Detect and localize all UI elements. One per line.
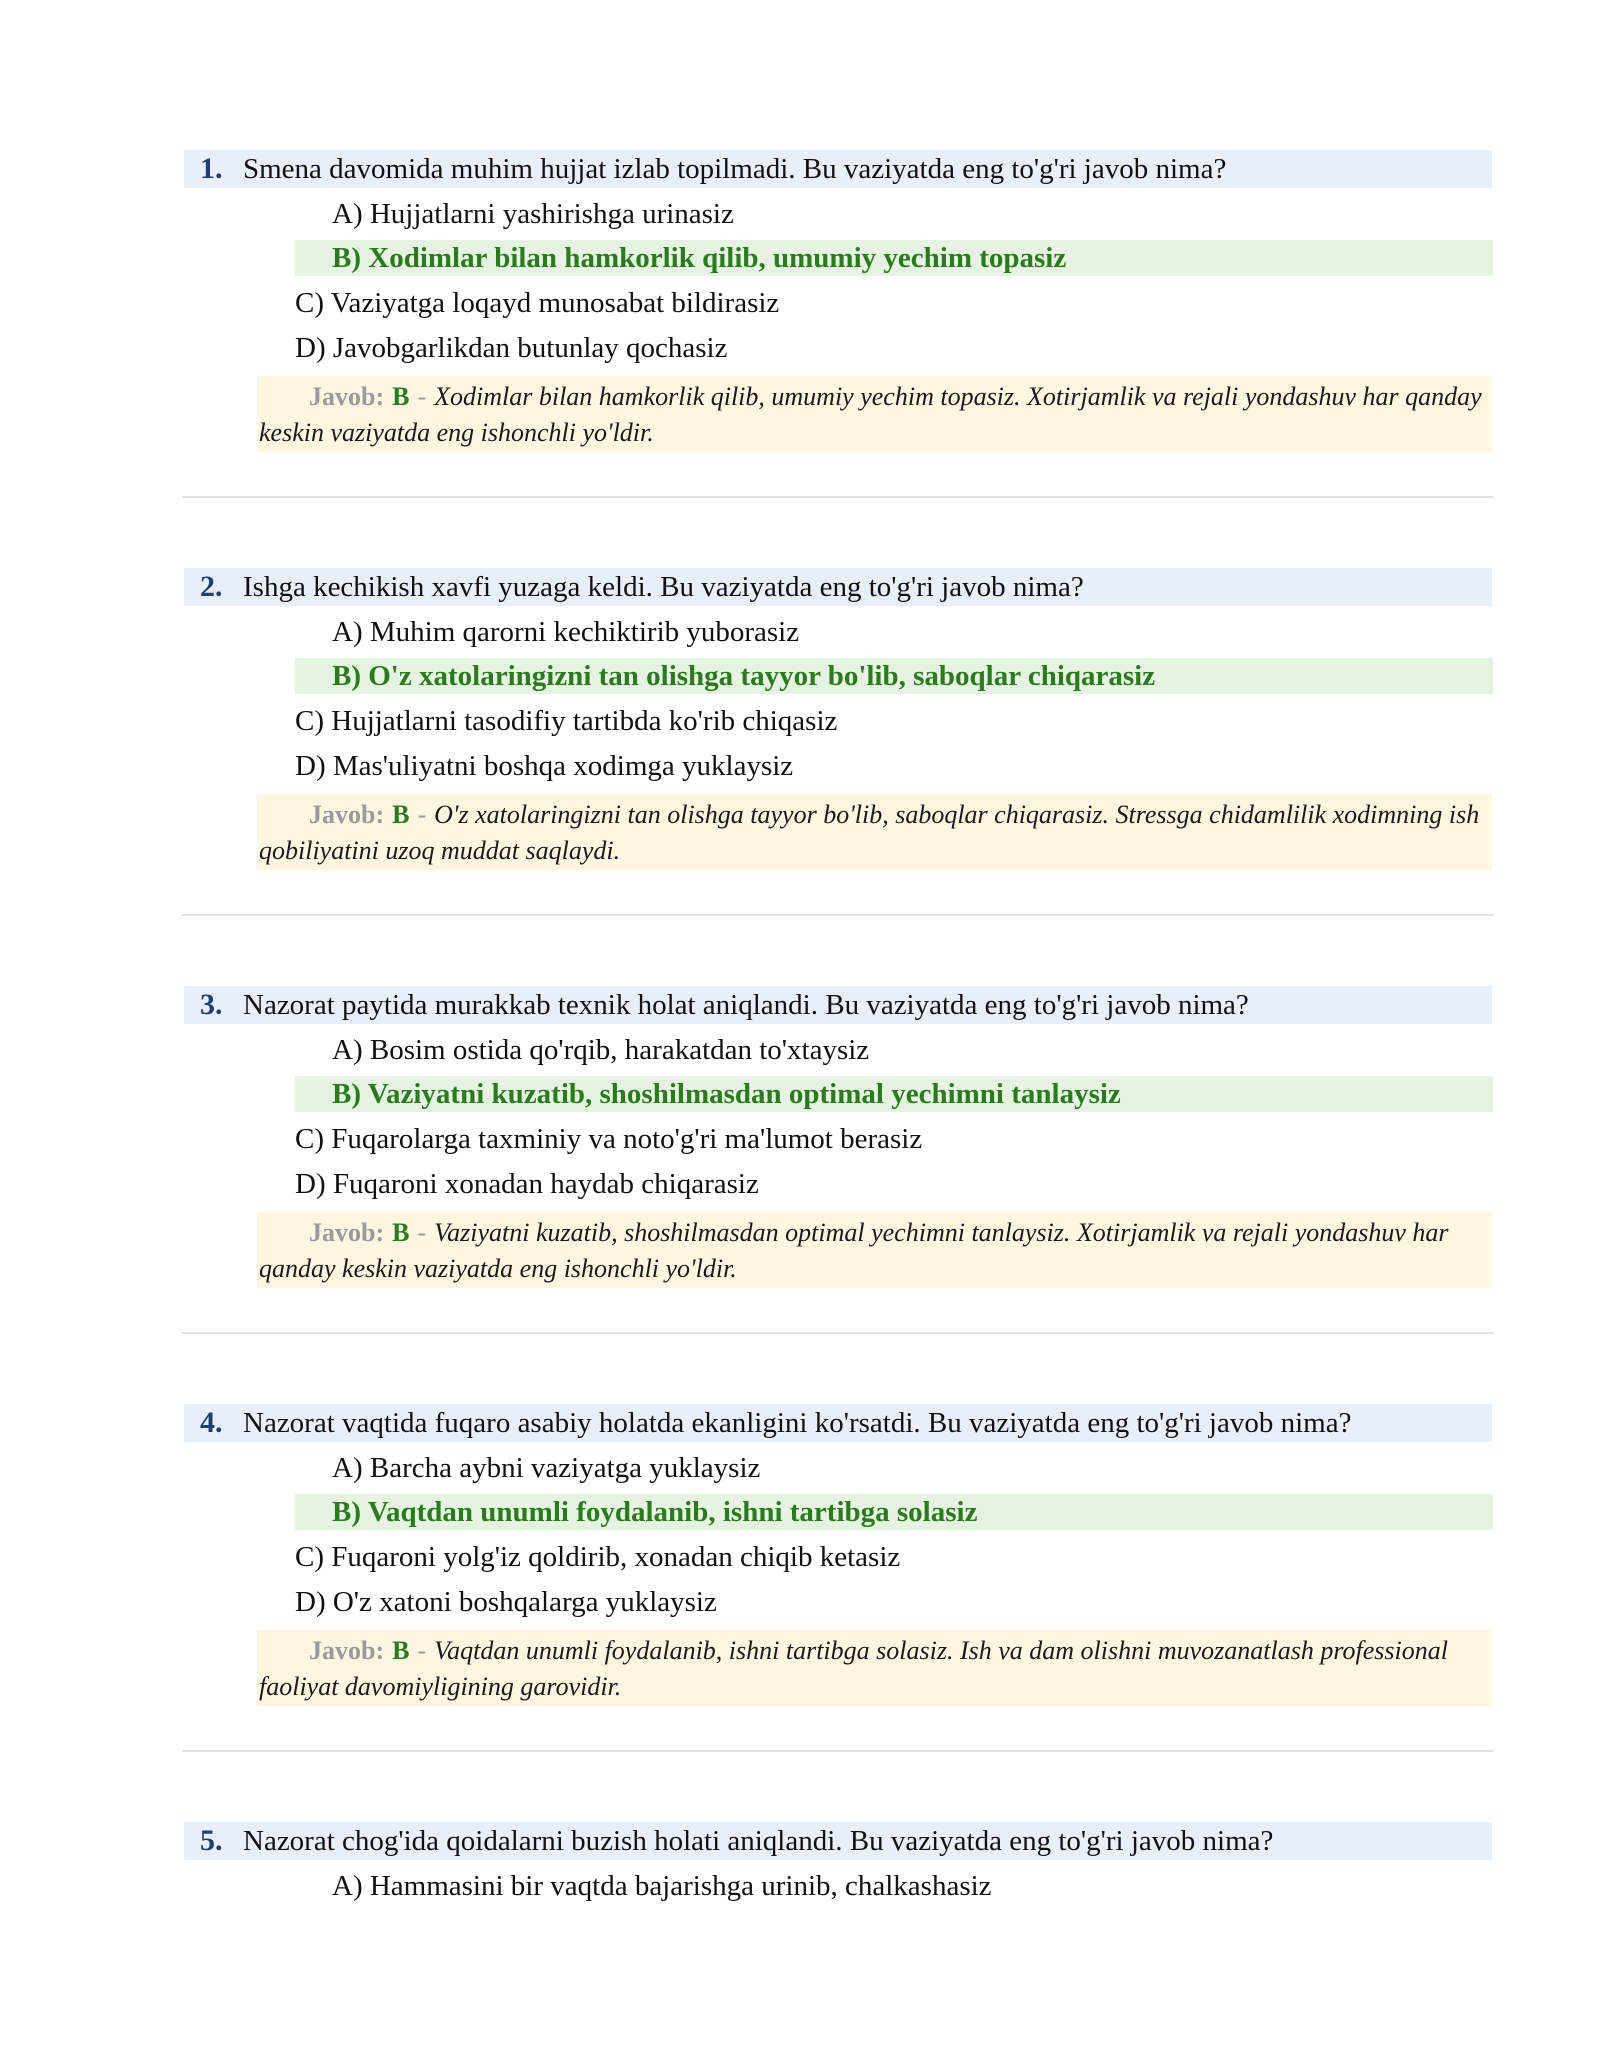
- answer-letter: B: [392, 800, 410, 829]
- answer-explanation: Vaziyatni kuzatib, shoshilmasdan optimal yechimni tanlaysiz. Xotirjamlik va rejali yondashuv har qanday keskin vaziyatda eng ishonchli yo'ldir.: [259, 1218, 1449, 1283]
- answer-box: [257, 376, 1492, 452]
- option-a: A) Muhim qarorni kechiktirib yuborasiz: [332, 616, 800, 648]
- answer-explanation-line: [259, 379, 1487, 451]
- option-c: C) Fuqarolarga taxminiy va noto'g'ri ma'lumot berasiz: [295, 1123, 923, 1155]
- option-d: D) Fuqaroni xonadan haydab chiqarasiz: [295, 1168, 759, 1200]
- answer-label: Javob:: [309, 382, 385, 411]
- answer-separator: -: [417, 800, 427, 829]
- answer-letter: B: [392, 1636, 410, 1665]
- answer-explanation-line: [259, 797, 1487, 869]
- answer-explanation: O'z xatolaringizni tan olishga tayyor bo'lib, saboqlar chiqarasiz. Stressga chidamlilik xodimning ish qobiliyatini uzoq muddat saqlaydi.: [259, 800, 1480, 865]
- answer-separator: -: [417, 1636, 427, 1665]
- question-block-3: [0, 986, 1600, 1386]
- question-text: Nazorat vaqtida fuqaro asabiy holatda ekanligini ko'rsatdi. Bu vaziyatda eng to'g'ri javob nima?: [243, 1407, 1352, 1439]
- question-block-4: [0, 1404, 1600, 1804]
- answer-explanation: Xodimlar bilan hamkorlik qilib, umumiy yechim topasiz. Xotirjamlik va rejali yondashuv har qanday keskin vaziyatda eng ishonchli yo'ldir.: [259, 382, 1482, 447]
- option-d: D) Mas'uliyatni boshqa xodimga yuklaysiz: [295, 750, 794, 782]
- option-a: A) Barcha aybni vaziyatga yuklaysiz: [332, 1452, 761, 1484]
- option-b: B) Vaqtdan unumli foydalanib, ishni tartibga solasiz: [332, 1496, 978, 1528]
- divider: [182, 496, 1494, 498]
- option-b: B) O'z xatolaringizni tan olishga tayyor bo'lib, saboqlar chiqarasiz: [332, 660, 1156, 692]
- option-b-highlight: [295, 1494, 1493, 1530]
- answer-explanation-line: [259, 1633, 1487, 1705]
- answer-label: Javob:: [309, 1636, 385, 1665]
- question-text: Smena davomida muhim hujjat izlab topilmadi. Bu vaziyatda eng to'g'ri javob nima?: [243, 153, 1227, 185]
- question-text: Ishga kechikish xavfi yuzaga keldi. Bu vaziyatda eng to'g'ri javob nima?: [243, 571, 1084, 603]
- question-header: [184, 986, 1492, 1024]
- option-c: C) Fuqaroni yolg'iz qoldirib, xonadan chiqib ketasiz: [295, 1541, 901, 1573]
- answer-box: [257, 1630, 1492, 1706]
- option-d: D) O'z xatoni boshqalarga yuklaysiz: [295, 1586, 717, 1618]
- question-header: [184, 1404, 1492, 1442]
- question-text: Nazorat chog'ida qoidalarni buzish holati aniqlandi. Bu vaziyatda eng to'g'ri javob nima?: [243, 1825, 1274, 1857]
- option-b-highlight: [295, 240, 1493, 276]
- answer-label: Javob:: [309, 1218, 385, 1247]
- divider: [182, 1332, 1494, 1334]
- question-header: [184, 1822, 1492, 1860]
- option-b-highlight: [295, 658, 1493, 694]
- question-number: 1.: [200, 152, 223, 185]
- option-c: C) Vaziyatga loqayd munosabat bildirasiz: [295, 287, 780, 319]
- question-number: 4.: [200, 1406, 223, 1439]
- divider: [182, 1750, 1494, 1752]
- question-header: [184, 568, 1492, 606]
- answer-letter: B: [392, 382, 410, 411]
- question-header: [184, 150, 1492, 188]
- option-a: A) Hujjatlarni yashirishga urinasiz: [332, 198, 734, 230]
- question-number: 2.: [200, 570, 223, 603]
- question-number: 3.: [200, 988, 223, 1021]
- option-a: A) Bosim ostida qo'rqib, harakatdan to'xtaysiz: [332, 1034, 870, 1066]
- answer-separator: -: [417, 382, 427, 411]
- question-block-1: [0, 150, 1600, 550]
- question-text: Nazorat paytida murakkab texnik holat aniqlandi. Bu vaziyatda eng to'g'ri javob nima?: [243, 989, 1249, 1021]
- option-d: D) Javobgarlikdan butunlay qochasiz: [295, 332, 728, 364]
- divider: [182, 914, 1494, 916]
- answer-label: Javob:: [309, 800, 385, 829]
- option-a: A) Hammasini bir vaqtda bajarishga urinib, chalkashasiz: [332, 1870, 992, 1902]
- option-b-highlight: [295, 1076, 1493, 1112]
- answer-letter: B: [392, 1218, 410, 1247]
- answer-explanation: Vaqtdan unumli foydalanib, ishni tartibga solasiz. Ish va dam olishni muvozanatlash professional faoliyat davomiyligining garovidir.: [259, 1636, 1448, 1701]
- option-c: C) Hujjatlarni tasodifiy tartibda ko'rib chiqasiz: [295, 705, 838, 737]
- answer-box: [257, 794, 1492, 870]
- option-b: B) Vaziyatni kuzatib, shoshilmasdan optimal yechimni tanlaysiz: [332, 1078, 1121, 1110]
- answer-box: [257, 1212, 1492, 1288]
- answer-explanation-line: [259, 1215, 1487, 1287]
- option-b: B) Xodimlar bilan hamkorlik qilib, umumiy yechim topasiz: [332, 242, 1067, 274]
- question-block-5: [0, 1822, 1600, 1942]
- answer-separator: -: [417, 1218, 427, 1247]
- question-block-2: [0, 568, 1600, 968]
- question-number: 5.: [200, 1824, 223, 1857]
